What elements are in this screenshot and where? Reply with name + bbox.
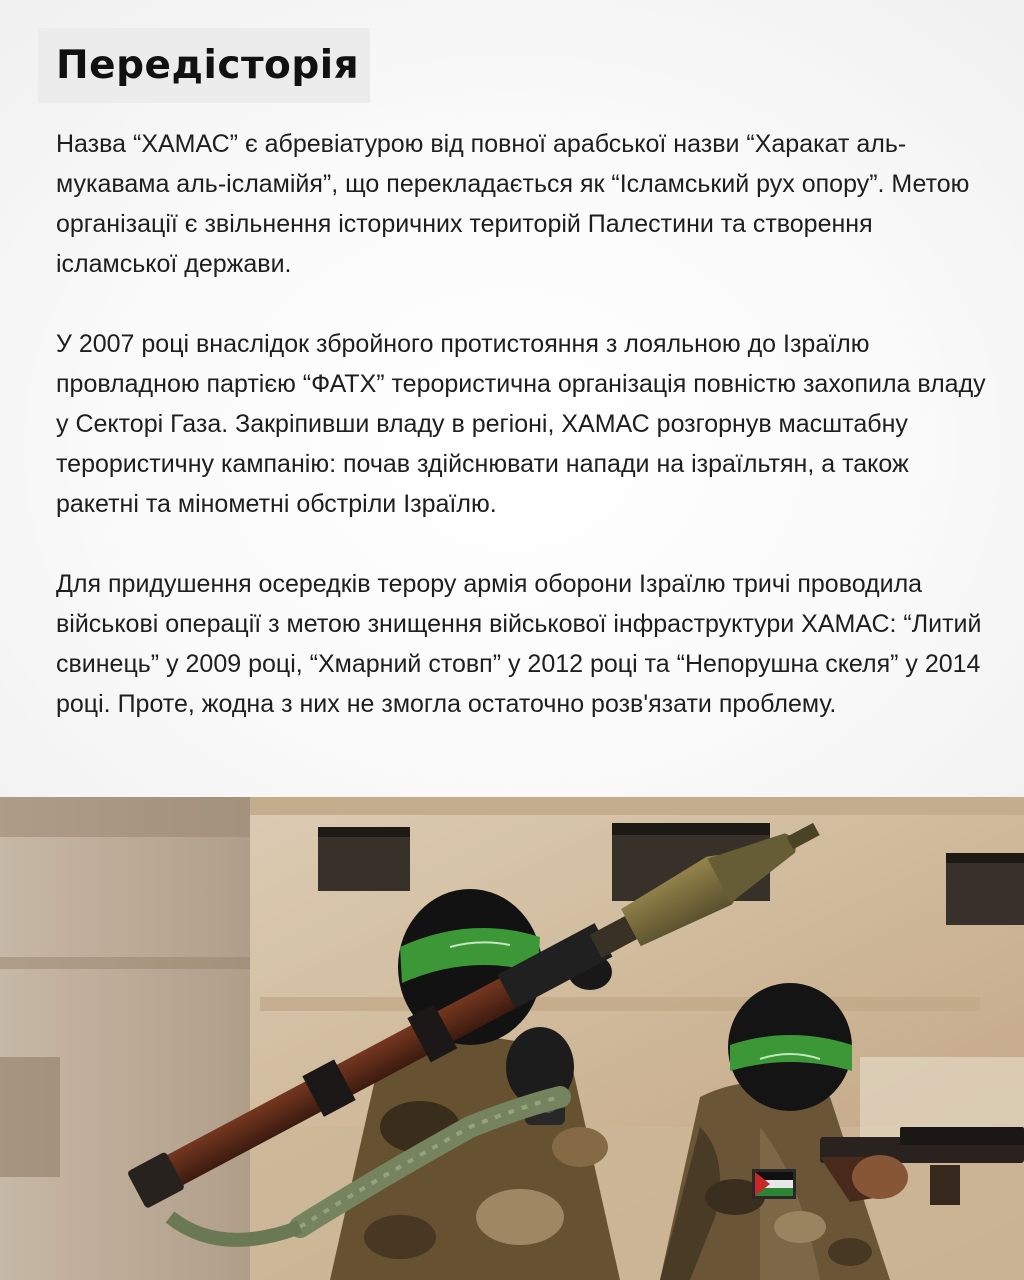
paragraph-military-operations: Для придушення осередків терору армія оборони Ізраїлю тричі проводила військові операції з метою знищення військової інфраструктури ХАМАС: “Литий свинець” у 2009 році, “Хмарний стовп” у 2012 році та “Непорушна скеля” у 2014 році. Проте, жодна з них не змогла остаточно розв'язати проблему.: [56, 570, 982, 718]
paragraph-name-origin: Назва “ХАМАС” є абревіатурою від повної арабської назви “Харакат аль-мукавама аль-ісламійя”, що перекладається як “Ісламський рух опору”. Метою організації є звільнення історичних територій Палестини та створення ісламської держави.: [56, 130, 970, 278]
page-title: Передісторія: [56, 43, 360, 88]
militants-photo: [0, 797, 1024, 1280]
paragraph-2007-takeover: У 2007 році внаслідок збройного протистояння з лояльною до Ізраїлю провладною партією “ФАТХ” терористична організація повністю захопила владу у Секторі Газа. Закріпивши владу в регіоні, ХАМАС розгорнув масштабну терористичну кампанію: почав здійснювати напади на ізраїльтян, а також ракетні та мінометні обстріли Ізраїлю.: [56, 330, 986, 518]
article-body: [56, 124, 996, 764]
title-box: [38, 28, 370, 103]
